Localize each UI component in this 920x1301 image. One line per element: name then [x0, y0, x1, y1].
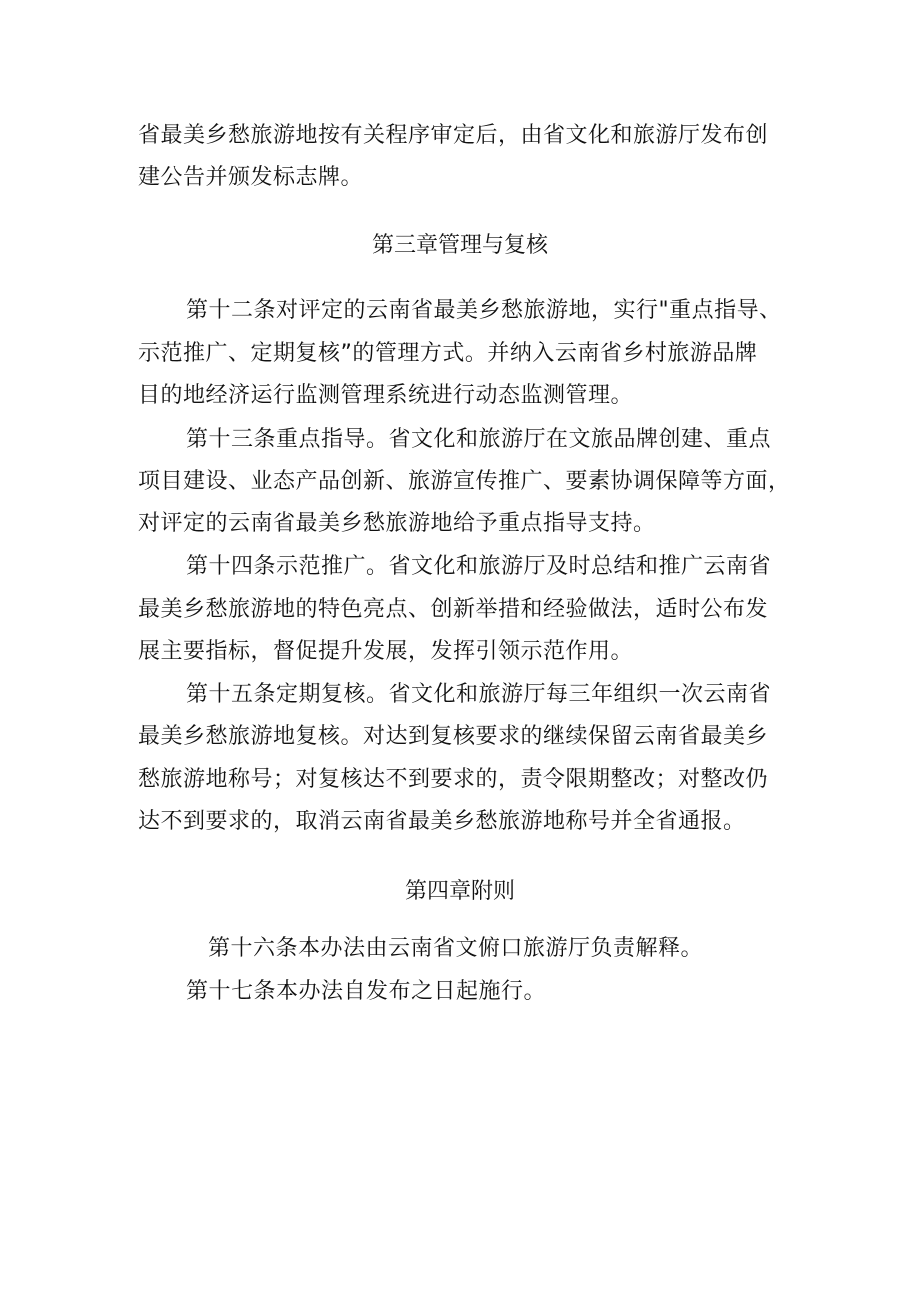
chapter-3-title: 第三章管理与复核: [371, 233, 548, 258]
article-14-line-2: 最美乡愁旅游地的特色亮点、创新举措和经验做法，适时公布发: [138, 597, 769, 622]
intro-line-1: 省最美乡愁旅游地按有关程序审定后，由省文化和旅游厅发布创: [138, 123, 769, 148]
intro-line-2: 建公告并颁发标志牌。: [138, 165, 364, 190]
article-12-line-1: 第十二条对评定的云南省最美乡愁旅游地，实行"重点指导、: [186, 298, 782, 323]
article-15-line-1: 第十五条定期复核。省文化和旅游厅每三年组织一次云南省: [186, 682, 772, 707]
article-14-line-1: 第十四条示范推广。省文化和旅游厅及时总结和推广云南省: [186, 554, 772, 579]
article-13-line-1: 第十三条重点指导。省文化和旅游厅在文旅品牌创建、重点: [186, 427, 772, 452]
article-13-line-2: 项目建设、业态产品创新、旅游宣传推广、要素协调保障等方面，: [138, 469, 791, 494]
article-16: 第十六条本办法由云南省文俯口旅游厅负责解释。: [208, 936, 704, 961]
article-13-line-3: 对评定的云南省最美乡愁旅游地给予重点指导支持。: [138, 511, 656, 536]
chapter-4-title: 第四章附则: [404, 879, 515, 904]
article-12-line-3: 目的地经济运行监测管理系统进行动态监测管理。: [138, 383, 634, 408]
article-12-line-2: 示范推广、定期复核”的管理方式。并纳入云南省乡村旅游品牌: [138, 341, 758, 366]
article-15-line-2: 最美乡愁旅游地复核。对达到复核要求的继续保留云南省最美乡: [138, 724, 769, 749]
article-17: 第十七条本办法自发布之日起施行。: [186, 979, 547, 1004]
article-15-line-4: 达不到要求的，取消云南省最美乡愁旅游地称号并全省通报。: [138, 809, 746, 834]
article-14-line-3: 展主要指标，督促提升发展，发挥引领示范作用。: [138, 639, 634, 664]
article-15-line-3: 愁旅游地称号；对复核达不到要求的，责令限期整改；对整改仍: [138, 767, 769, 792]
